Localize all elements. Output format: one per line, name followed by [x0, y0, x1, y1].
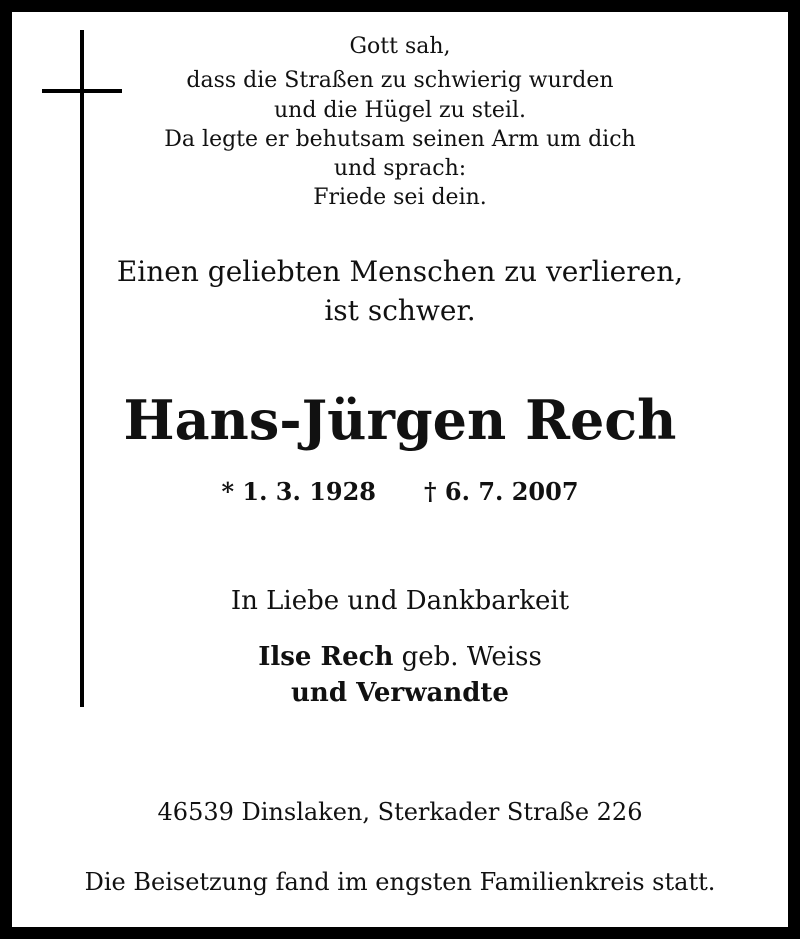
mourner-name-line	[12, 642, 788, 672]
poem-line: dass die Straßen zu schwierig wurden	[186, 68, 614, 93]
quote-line: Einen geliebten Menschen zu verlieren,	[116, 255, 684, 288]
quote-line: ist schwer.	[324, 294, 476, 327]
mourners-intro: In Liebe und Dankbarkeit	[230, 586, 570, 616]
mourner-maiden-name: geb. Weiss	[401, 642, 542, 672]
deceased-name: Hans-Jürgen Rech	[123, 388, 677, 452]
poem-line: und sprach:	[333, 156, 467, 181]
birth-date: * 1. 3. 1928	[221, 477, 376, 506]
poem-line: Friede sei dein.	[313, 185, 487, 210]
poem-line: und die Hügel zu steil.	[273, 98, 526, 123]
address: 46539 Dinslaken, Sterkader Straße 226	[157, 798, 643, 826]
mourner-name: Ilse Rech	[258, 642, 394, 672]
poem-line: Da legte er behutsam seinen Arm um dich	[164, 127, 636, 152]
life-dates	[12, 478, 788, 506]
funeral-note: Die Beisetzung fand im engsten Familienkreis statt.	[84, 868, 716, 896]
poem-line: Gott sah,	[349, 34, 451, 59]
death-date: † 6. 7. 2007	[424, 477, 579, 506]
relatives-line: und Verwandte	[291, 678, 509, 708]
